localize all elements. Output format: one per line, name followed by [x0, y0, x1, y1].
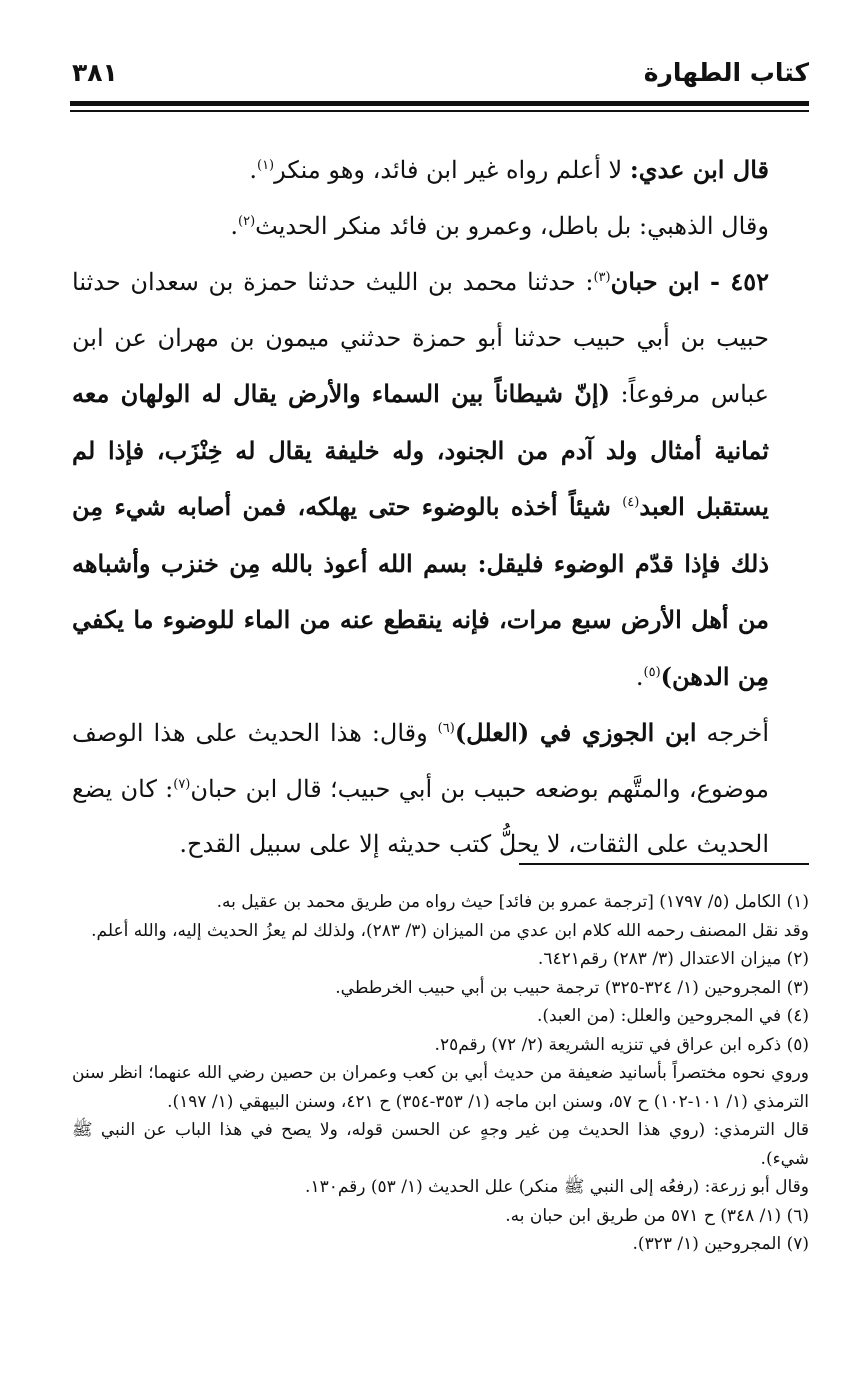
source-name: ابن الجوزي في (العلل) [454, 718, 697, 747]
footnote-ref[interactable]: (٥) [643, 664, 661, 680]
hadith-text: (إنّ شيطاناً بين السماء والأرض يقال له الولهان معه ثمانية أمثال ولد آدم من الجنود، وله خليفة يقال له خِنْزَب، فإذا لم يستقبل العبد [72, 379, 769, 521]
header-rule-thin [70, 110, 809, 112]
paragraph-text: : كان يضع الحديث على الثقات، لا يحلُّ كتب حديثه إلا على سبيل القدح. [72, 774, 769, 858]
punctuation: . [249, 156, 257, 184]
footnote-ref[interactable]: (٧) [173, 776, 191, 792]
hadith-number: ٤٥٢ - ابن حبان [610, 267, 769, 296]
paragraph-takhrij [72, 705, 809, 873]
paragraph-text: وقال: هذا الحديث على هذا الوصف موضوع، والمتَّهم بوضعه حبيب بن أبي حبيب؛ قال ابن حبان [72, 719, 769, 803]
paragraph-text: لا أعلم رواه غير ابن فائد، وهو منكر [274, 156, 630, 184]
paragraph-dhahabi [72, 199, 809, 255]
hadith-text-cont: شيئاً أخذه بالوضوء حتى يهلكه، فمن أصابه شيء مِن ذلك فإذا قدّم الوضوء فليقل: بسم الله أعوذ بالله مِن خنزب وأشباهه من أهل الأرض سبع مرات، فإنه ينقطع عنه من الماء للوضوء ما يكفي مِن الدهن) [72, 492, 769, 691]
footnote-6: (٦) (١/ ٣٤٨) ح ٥٧١ من طريق ابن حبان به. [505, 1205, 809, 1226]
speaker-label: قال ابن عدي: [629, 155, 769, 184]
footnote-ref[interactable]: (٦) [437, 721, 455, 736]
punctuation: . [635, 662, 644, 691]
chapter-title: كتاب الطهارة [643, 58, 809, 87]
footnote-5-tirmidhi: قال الترمذي: (روي هذا الحديث مِن غير وجهٍ عن الحسن قوله، ولا يصح في هذا الباب عن النبي ﷺ شيء). [72, 1120, 809, 1169]
footnote-1: (١) الكامل (٥/ ١٧٩٧) [ترجمة عمرو بن فائد] حيث رواه من طريق محمد بن عقيل به. [216, 892, 809, 912]
paragraph-hadith-452 [72, 254, 809, 705]
footnote-separator [519, 863, 809, 865]
isnad-chain: : حدثنا محمد بن الليث حدثنا حمزة بن سعدان حدثنا حبيب بن أبي حبيب حدثنا أبو حمزة حدثني ميمون بن مهران عن ابن عباس مرفوعاً: [72, 268, 769, 408]
main-text [72, 142, 809, 873]
running-header [72, 52, 809, 96]
footnote-3: (٣) المجروحين (١/ ٣٢٤-٣٢٥) ترجمة حبيب بن أبي حبيب الخرططي. [335, 977, 809, 998]
page-number: ٣٨١ [72, 58, 118, 87]
footnote-ref[interactable]: (١) [256, 158, 275, 173]
footnote-4: (٤) في المجروحين والعلل: (من العبد). [536, 1006, 809, 1026]
footnote-7: (٧) المجروحين (١/ ٣٢٣). [632, 1234, 809, 1254]
footnote-ref[interactable]: (٢) [238, 213, 256, 229]
footnote-2: (٢) ميزان الاعتدال (٣/ ٢٨٣) رقم٦٤٢١. [537, 949, 809, 969]
paragraph-text: أخرجه [696, 719, 769, 747]
footnote-1-note: وقد نقل المصنف رحمه الله كلام ابن عدي من الميزان (٣/ ٢٨٣)، ولذلك لم يعزُ الحديث إليه، والله أعلم. [91, 920, 809, 941]
footnote-ref[interactable]: (٣) [593, 270, 611, 285]
footnote-5-abu-zura: وقال أبو زرعة: (رفعُه إلى النبي ﷺ منكر) علل الحديث (١/ ٥٣) رقم١٣٠. [305, 1177, 809, 1197]
footnotes-section [72, 888, 809, 1259]
footnote-5: (٥) ذكره ابن عراق في تنزيه الشريعة (٢/ ٧٢) رقم٢٥. [434, 1034, 809, 1055]
header-rule-thick [70, 101, 809, 106]
footnote-ref[interactable]: (٤) [622, 495, 640, 510]
punctuation: . [230, 211, 239, 240]
footnote-5-note: وروي نحوه مختصراً بأسانيد ضعيفة من حديث أبي بن كعب وعمران بن حصين رضي الله عنهما؛ انظر سنن الترمذي (١/ ١٠١-١٠٢) ح ٥٧، وسنن ابن ماجه (١/ ٣٥٣-٣٥٤) ح ٤٢١، وسنن البيهقي (١/ ١٩٧). [72, 1063, 809, 1112]
paragraph-text: وقال الذهبي: بل باطل، وعمرو بن فائد منكر الحديث [255, 211, 769, 240]
paragraph-ibn-adi [72, 142, 809, 199]
